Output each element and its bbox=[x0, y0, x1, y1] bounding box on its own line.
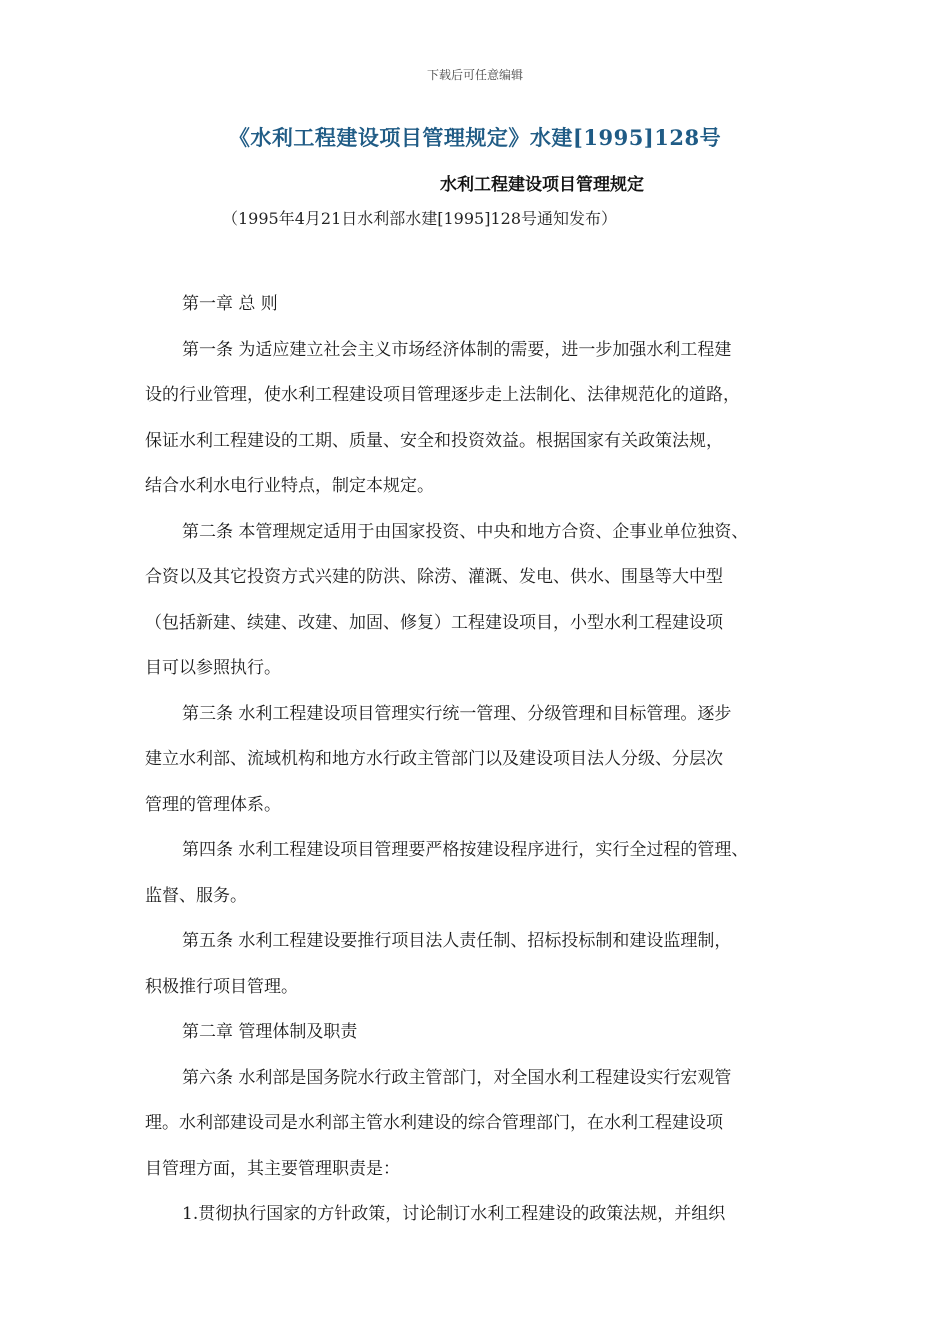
paragraph-line: 结合水利水电行业特点，制定本规定。 bbox=[145, 476, 434, 496]
paragraph-line: 建立水利部、流域机构和地方水行政主管部门以及建设项目法人分级、分层次 bbox=[145, 749, 723, 769]
paragraph-line: 目管理方面，其主要管理职责是： bbox=[145, 1158, 400, 1179]
paragraph-line: 第四条 水利工程建设项目管理要严格按建设程序进行，实行全过程的管理、 bbox=[182, 840, 749, 860]
paragraph-line: 管理的管理体系。 bbox=[145, 794, 281, 815]
paragraph-line: （包括新建、续建、改建、加固、修复）工程建设项目，小型水利工程建设项 bbox=[145, 612, 723, 633]
paragraph-line: 理。水利部建设司是水利部主管水利建设的综合管理部门，在水利工程建设项 bbox=[145, 1113, 723, 1133]
paragraph-line: 第二条 本管理规定适用于由国家投资、中央和地方合资、企事业单位独资、 bbox=[182, 521, 749, 542]
paragraph-line: 目可以参照执行。 bbox=[145, 658, 281, 678]
issuance-note: （1995年4月21日水利部水建[1995]128号通知发布） bbox=[222, 209, 618, 228]
header-note: 下载后可任意编辑 bbox=[426, 68, 523, 82]
paragraph-line: 积极推行项目管理。 bbox=[145, 976, 298, 997]
paragraph-line: 第五条 水利工程建设要推行项目法人责任制、招标投标制和建设监理制， bbox=[182, 931, 732, 951]
paragraph-line: 第三条 水利工程建设项目管理实行统一管理、分级管理和目标管理。逐步 bbox=[182, 703, 732, 724]
paragraph-line: 1.贯彻执行国家的方针政策，讨论制订水利工程建设的政策法规，并组织 bbox=[182, 1204, 726, 1224]
document-title: 《水利工程建设项目管理规定》水建[1995]128号 bbox=[228, 125, 722, 150]
paragraph-line: 监督、服务。 bbox=[145, 885, 247, 906]
paragraph-line: 第一条 为适应建立社会主义市场经济体制的需要，进一步加强水利工程建 bbox=[182, 339, 732, 360]
paragraph-line: 设的行业管理，使水利工程建设项目管理逐步走上法制化、法律规范化的道路， bbox=[145, 385, 740, 405]
chapter-heading: 第一章 总 则 bbox=[182, 294, 278, 314]
document-body bbox=[145, 292, 825, 1248]
chapter-heading: 第二章 管理体制及职责 bbox=[182, 1022, 358, 1042]
document-subtitle: 水利工程建设项目管理规定 bbox=[440, 175, 644, 195]
paragraph-line: 保证水利工程建设的工期、质量、安全和投资效益。根据国家有关政策法规， bbox=[145, 430, 723, 451]
paragraph-line: 合资以及其它投资方式兴建的防洪、除涝、灌溉、发电、供水、围垦等大中型 bbox=[145, 567, 723, 587]
paragraph-line: 第六条 水利部是国务院水行政主管部门，对全国水利工程建设实行宏观管 bbox=[182, 1067, 732, 1088]
